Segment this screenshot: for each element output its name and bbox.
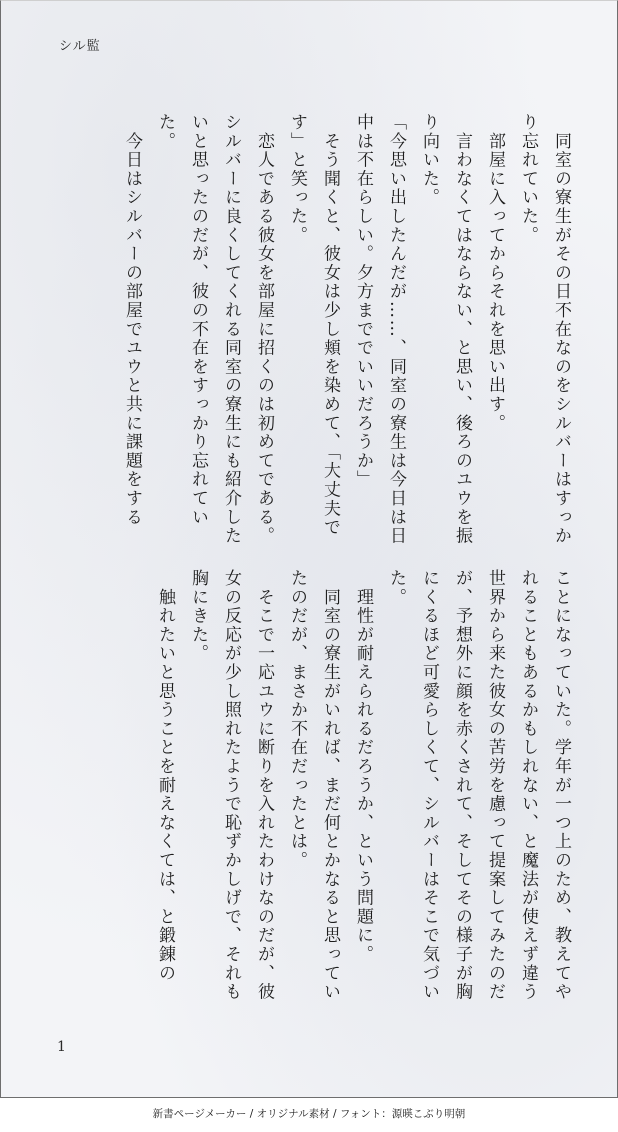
paragraph: 「今思い出したんだが……、同室の寮生は今日は日中は不在らしい。夕方まででいいだろうか」 [353, 113, 406, 546]
text-column-bottom [41, 569, 577, 1019]
text-column-top [41, 113, 577, 563]
paragraph: ことになっていた。学年が一つ上のため、教えてやれることもあるかもしれない、と魔法が使えず違う世界から来た彼女の苦労を慮って提案してみたのだが、予想外に顔を赤くされて、そしてその様子が胸にくるほど可愛らしくて、シルバーはそこで気づいた。 [386, 569, 571, 1002]
paragraph: 触れたいと思うことを耐えなくては、と鍛錬の [155, 569, 175, 983]
paragraph: そこで一応ユウに断りを入れたわけなのだが、彼女の反応が少し照れたようで恥ずかしげで、それも胸にきた。 [188, 569, 274, 1002]
paragraph: 部屋に入ってからそれを思い出す。 [485, 113, 505, 433]
paragraph: 今日はシルバーの部屋でユウと共に課題をする [122, 113, 142, 527]
paragraph: 言わなくてはならない、と思い、後ろのユウを振り向いた。 [419, 113, 472, 546]
paragraph: 理性が耐えられるだろうか、という問題に。 [353, 569, 373, 964]
credit-line: 新書ページメーカー / オリジナル素材 / フォント：源暎こぶり明朝 [152, 1108, 466, 1120]
paragraph: 恋人である彼女を部屋に招くのは初めてである。シルバーに良くしてくれる同室の寮生にも紹介したいと思ったのだが、彼の不在をすっかり忘れていた。 [155, 113, 274, 546]
paragraph: 同室の寮生がその日不在なのをシルバーはすっかり忘れていた。 [518, 113, 571, 546]
paragraph: そう聞くと、彼女は少し頬を染めて、「大丈夫です」と笑った。 [287, 113, 340, 537]
page-number: 1 [57, 1039, 66, 1055]
running-head: シル監 [59, 39, 101, 54]
paragraph: 同室の寮生がいれば、まだ何とかなると思っていたのだが、まさか不在だったとは。 [287, 569, 340, 1002]
